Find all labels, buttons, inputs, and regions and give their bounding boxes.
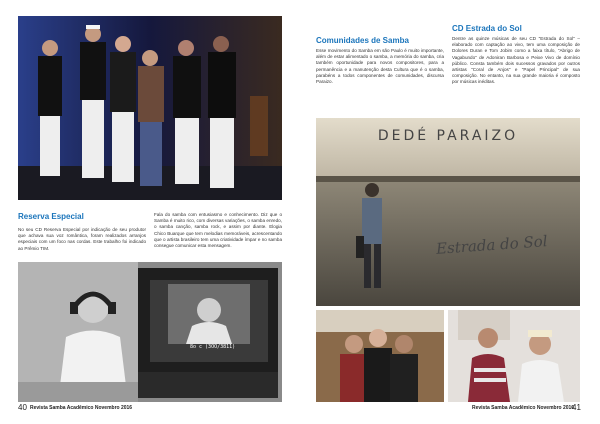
camera-screen-readout: 8o c (3OO/3811): [190, 344, 236, 350]
group-photo-three-men: [316, 310, 444, 402]
footer-magazine-right: Revista Samba Acadêmico Novembro 2016: [472, 405, 575, 411]
section-title-comunidades: Comunidades de Samba: [316, 36, 409, 45]
band-photo: [18, 16, 282, 200]
section-title-reserva-especial: Reserva Especial: [18, 212, 84, 221]
footer-magazine-left: Revista Samba Acadêmico Novembro 2016: [30, 405, 133, 411]
album-cover: [316, 118, 580, 306]
section-title-cd-estrada: CD Estrada do Sol: [452, 24, 522, 33]
page-number-right: 41: [572, 403, 581, 412]
reserva-especial-body-col2: Fala do samba com entusiasmo e conhecimento. Diz que o Samba é muito rico, com diversas variações, o samba enredo, o samba canção, samba rock, e assim por diante. Elogia Chico Buarque que tem melodias memoráveis, acrescentando que o artista brasileiro tem uma criatividade ímpar e no samba consegue comunicar esta mensagem.: [154, 212, 282, 249]
album-title: Estrada do Sol: [435, 232, 549, 258]
page-number-left: 40: [18, 403, 27, 412]
album-artist-name: DEDÉ PARAIZO: [377, 128, 519, 144]
right-page: [300, 0, 600, 424]
studio-camera-photo: [18, 262, 282, 402]
photo-two-men: [448, 310, 580, 402]
reserva-especial-body-col1: No seu CD Reserva Especial por indicação de seu produtor que achava sua voz romântica, foram realizados arranjos especiais com um foco nas cordas. Este trabalho foi indicado ao Prêmio TIM.: [18, 227, 146, 251]
comunidades-body: Esse movimento do Samba em são Paulo é muito importante, além de estar alimentado o samba, a memória do samba, cria também oportunidade para novos compositores, para a permanência e a manutenção desta Cultura que é o samba, parabéns a todos componentes de comunidades, discursa Paraizo.: [316, 48, 444, 85]
cd-estrada-body: Dentre as quinze músicas de seu CD "Estrada do Sol" – elaborado com captação ao vivo, tem uma composição de Dolores Duran e Tom Jobim como a faixa título, "Abrigo de Vagabundo" de Adoniran Barbosa e Peixe Vivo de domínio público. Consta também dois sucessos gravados por outros artistas "Coral de Anjos" e "Papel Principal" de sua composição. No entanto, na sua grande maioria é composto por músicas inéditas.: [452, 36, 580, 85]
